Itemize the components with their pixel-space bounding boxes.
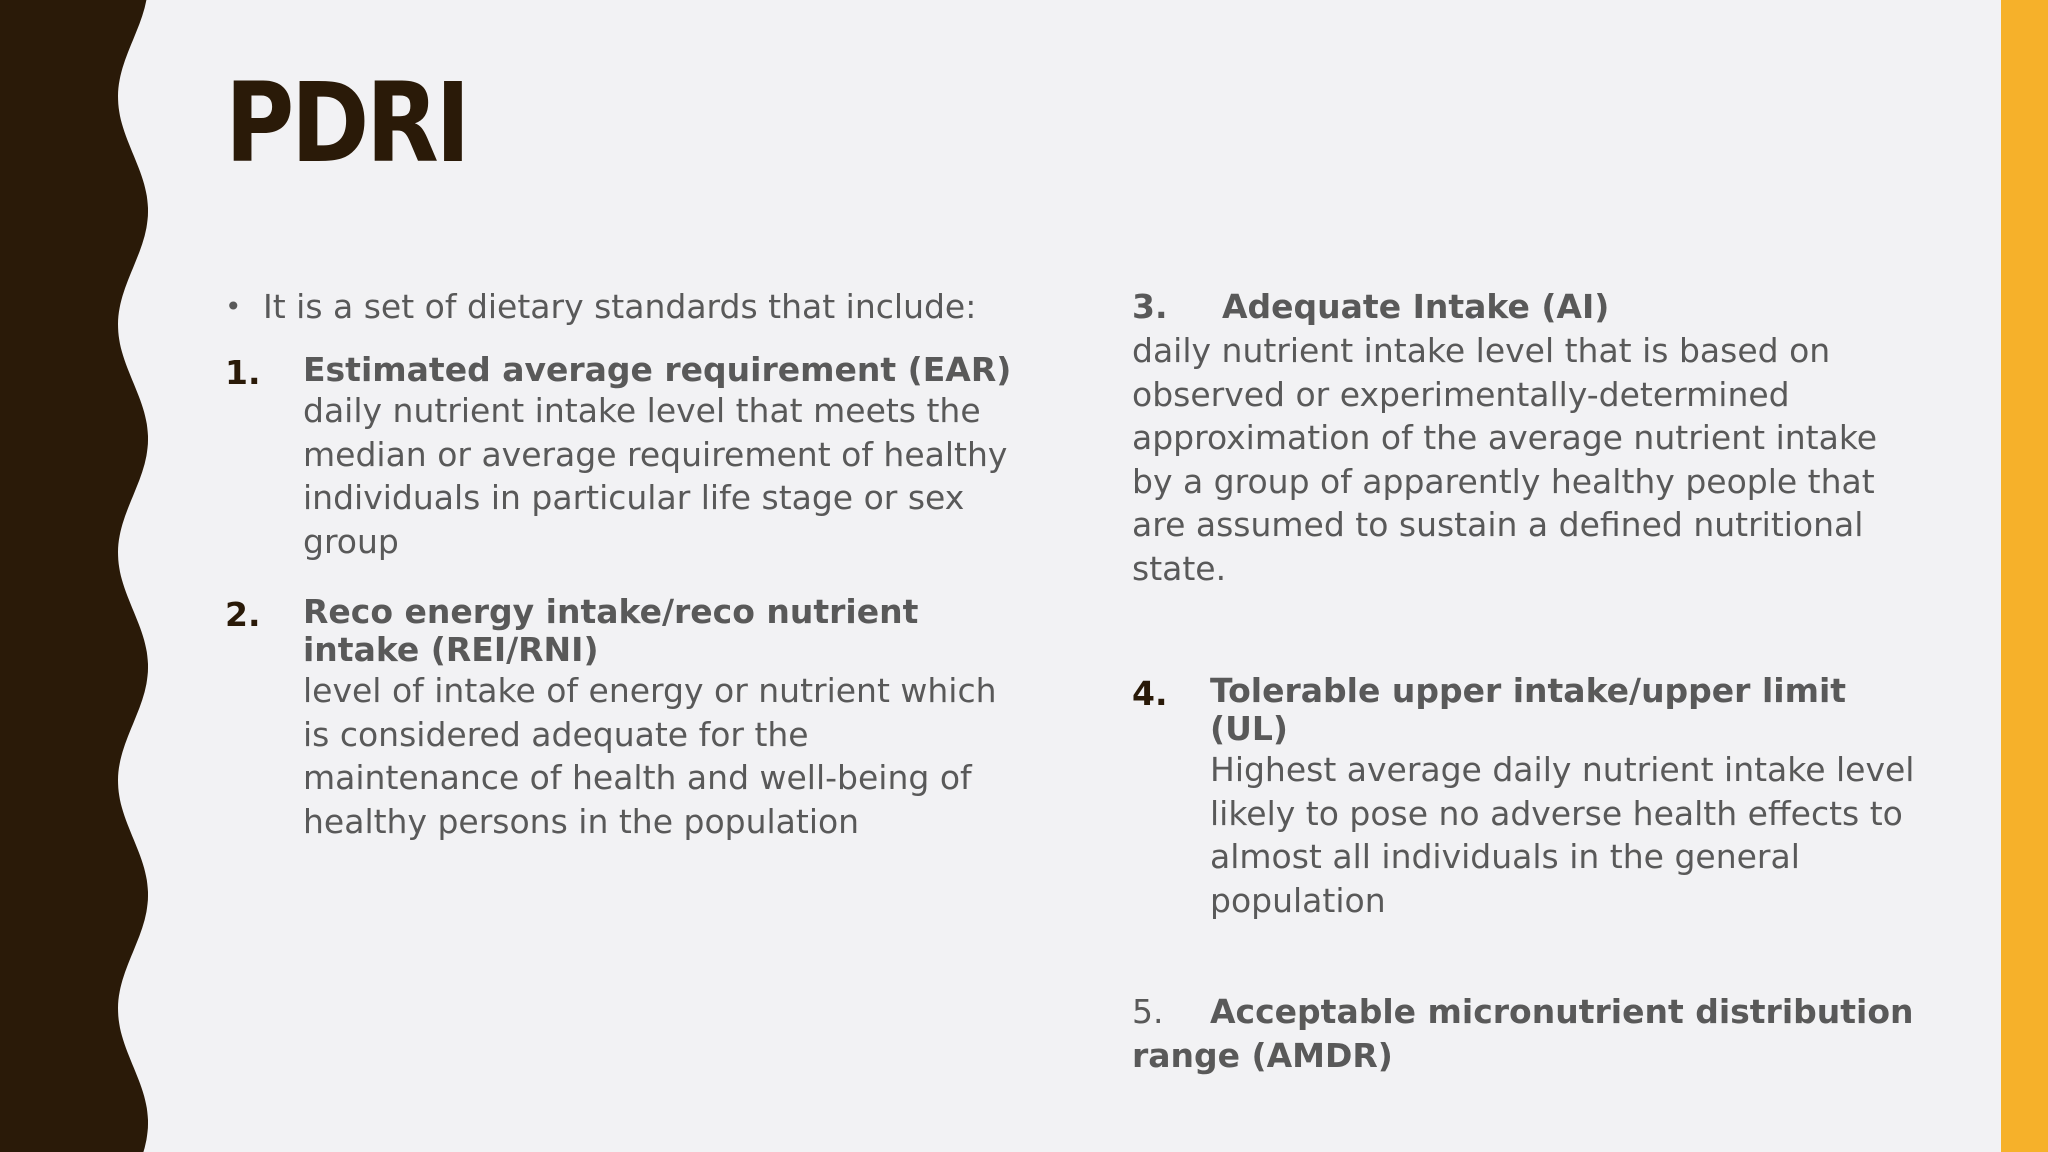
- list-item-ai-body: daily nutrient intake level that is based on observed or experimentally-determined approximation of the average nutrient intake by a group of apparently healthy people that are assumed to sustain a defined nutritional state.: [1132, 331, 1878, 588]
- wavy-edge-decoration: [0, 0, 160, 1152]
- item-title: Tolerable upper intake/upper limit (UL): [1210, 671, 1847, 748]
- left-column: [225, 285, 1025, 843]
- item-number: 2.: [225, 595, 261, 634]
- item-title: Estimated average requirement (EAR): [303, 350, 1012, 389]
- slide-title: PDRI: [225, 59, 468, 187]
- item-title: Adequate Intake (AI): [1222, 287, 1610, 326]
- list-item-rei-rni: [225, 593, 1025, 843]
- intro-text: It is a set of dietary standards that include:: [263, 287, 977, 326]
- item-title: Reco energy intake/reco nutrient intake (REI/RNI): [303, 592, 919, 669]
- item-number: 3.: [1132, 287, 1168, 326]
- list-item-ai-heading: [1132, 285, 1922, 329]
- accent-bar: [2001, 0, 2048, 1152]
- list-item-ear: [225, 351, 1025, 563]
- right-column: [1132, 285, 1922, 1078]
- bullet-icon: •: [225, 290, 242, 323]
- item-body: level of intake of energy or nutrient which is considered adequate for the maintenance of health and well-being of healthy persons in the population: [303, 671, 997, 841]
- list-item-ul: [1132, 672, 1922, 922]
- item-body: Highest average daily nutrient intake level likely to pose no adverse health effects to almost all individuals in the general population: [1210, 750, 1915, 920]
- item-number: 5.: [1132, 992, 1164, 1031]
- list-item-amdr: [1132, 990, 1922, 1078]
- item-title: Acceptable micronutrient distribution range (AMDR): [1132, 992, 1914, 1075]
- intro-bullet: [225, 285, 1025, 329]
- item-body: daily nutrient intake level that meets the median or average requirement of healthy individuals in particular life stage or sex group: [303, 391, 1008, 561]
- item-number: 1.: [225, 353, 261, 392]
- item-number: 4.: [1132, 674, 1168, 713]
